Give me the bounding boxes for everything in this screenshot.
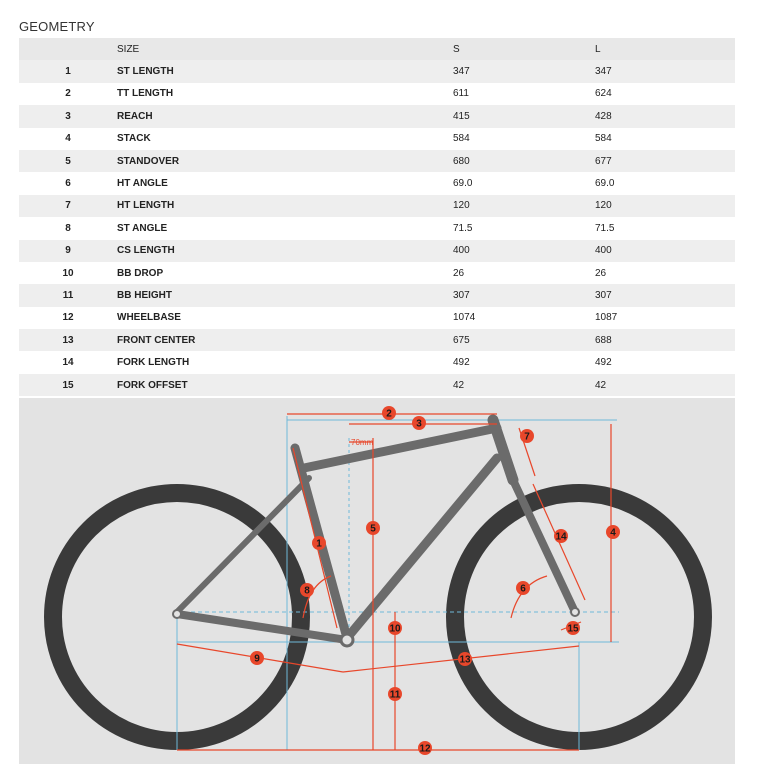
badge-number: 5	[370, 523, 376, 535]
head-tube	[493, 420, 513, 480]
table-row	[19, 284, 735, 306]
table-row	[19, 217, 735, 239]
row-size-s: 120	[453, 200, 470, 212]
row-size-l: 1087	[595, 312, 618, 324]
row-size-l: 347	[595, 66, 612, 78]
row-label: STACK	[117, 133, 151, 145]
row-label: REACH	[117, 110, 153, 122]
row-size-l: 584	[595, 133, 612, 145]
badge-number: 7	[524, 431, 530, 443]
row-size-s: 26	[453, 267, 465, 279]
geometry-table	[19, 38, 735, 396]
table-row	[19, 128, 735, 150]
table-row	[19, 150, 735, 172]
badge-number: 9	[254, 653, 260, 665]
row-size-l: 42	[595, 379, 607, 391]
row-num: 5	[65, 155, 71, 167]
badge-number: 14	[555, 531, 567, 543]
badge-number: 4	[610, 527, 616, 539]
row-size-s: 307	[453, 289, 470, 301]
row-size-l: 71.5	[595, 222, 615, 234]
header-size: SIZE	[117, 43, 140, 55]
row-num: 14	[62, 357, 74, 369]
row-size-s: 71.5	[453, 222, 473, 234]
row-size-l: 428	[595, 110, 612, 122]
row-num: 2	[65, 88, 71, 100]
table-row	[19, 60, 735, 82]
geometry-diagram	[19, 398, 735, 764]
row-label: BB HEIGHT	[117, 289, 172, 301]
chain-stay	[177, 614, 347, 640]
row-size-s: 69.0	[453, 178, 473, 190]
row-size-s: 675	[453, 334, 470, 346]
table-row	[19, 172, 735, 194]
row-num: 1	[65, 66, 71, 78]
badge-number: 8	[304, 585, 310, 597]
table-row	[19, 374, 735, 396]
row-num: 9	[65, 245, 71, 257]
table-row	[19, 351, 735, 373]
row-size-l: 307	[595, 289, 612, 301]
front-axle	[571, 608, 579, 616]
badge-number: 3	[416, 418, 422, 430]
row-label: ST ANGLE	[117, 222, 168, 234]
row-num: 4	[65, 133, 71, 145]
badge-number: 1	[316, 538, 322, 550]
row-size-l: 120	[595, 200, 612, 212]
row-label: WHEELBASE	[117, 312, 181, 324]
row-size-l: 492	[595, 357, 612, 369]
row-label: FORK OFFSET	[117, 379, 188, 391]
badge-number: 2	[386, 408, 392, 420]
offset-label: 70mm	[351, 438, 374, 447]
row-size-s: 611	[453, 88, 469, 100]
row-size-l: 677	[595, 155, 612, 167]
row-label: FRONT CENTER	[117, 334, 196, 346]
badge-number: 13	[459, 654, 471, 666]
badge-number: 10	[389, 623, 401, 635]
row-size-l: 26	[595, 267, 607, 279]
row-num: 11	[62, 289, 74, 301]
table-row	[19, 83, 735, 105]
row-num: 7	[65, 200, 71, 212]
header-l: L	[595, 43, 601, 55]
table-row	[19, 329, 735, 351]
row-size-s: 680	[453, 155, 470, 167]
row-num: 12	[62, 312, 74, 324]
page-title: GEOMETRY	[19, 19, 95, 34]
bottom-strip	[0, 764, 765, 782]
top-tube	[304, 428, 497, 468]
row-label: HT ANGLE	[117, 178, 168, 190]
row-num: 3	[65, 110, 71, 122]
rear-axle	[173, 610, 181, 618]
badge-number: 15	[567, 623, 579, 635]
row-size-s: 400	[453, 245, 470, 257]
row-size-s: 584	[453, 133, 470, 145]
row-size-l: 688	[595, 334, 612, 346]
row-size-l: 624	[595, 88, 612, 100]
table-row	[19, 195, 735, 217]
row-size-s: 42	[453, 379, 465, 391]
table-row	[19, 240, 735, 262]
row-label: FORK LENGTH	[117, 357, 190, 369]
row-label: BB DROP	[117, 267, 164, 279]
bike-geometry-svg	[19, 398, 735, 764]
row-size-l: 400	[595, 245, 612, 257]
row-num: 10	[62, 267, 74, 279]
table-row	[19, 105, 735, 127]
row-label: TT LENGTH	[117, 88, 174, 100]
table-header-row	[19, 38, 735, 60]
row-label: HT LENGTH	[117, 200, 175, 212]
badge-number: 6	[520, 583, 526, 595]
row-size-s: 415	[453, 110, 470, 122]
table-row	[19, 307, 735, 329]
bottom-bracket	[341, 634, 353, 646]
row-label: STANDOVER	[117, 155, 180, 167]
badge-number: 12	[419, 743, 431, 755]
row-num: 6	[65, 178, 71, 190]
table-row	[19, 262, 735, 284]
row-size-s: 347	[453, 66, 470, 78]
row-label: CS LENGTH	[117, 245, 175, 257]
row-label: ST LENGTH	[117, 66, 174, 78]
header-num	[19, 38, 117, 60]
row-num: 8	[65, 222, 71, 234]
header-s: S	[453, 43, 460, 55]
row-num: 13	[62, 334, 74, 346]
row-size-s: 492	[453, 357, 470, 369]
badge-number: 11	[389, 689, 401, 701]
row-size-l: 69.0	[595, 178, 615, 190]
row-size-s: 1074	[453, 312, 476, 324]
row-num: 15	[62, 379, 74, 391]
